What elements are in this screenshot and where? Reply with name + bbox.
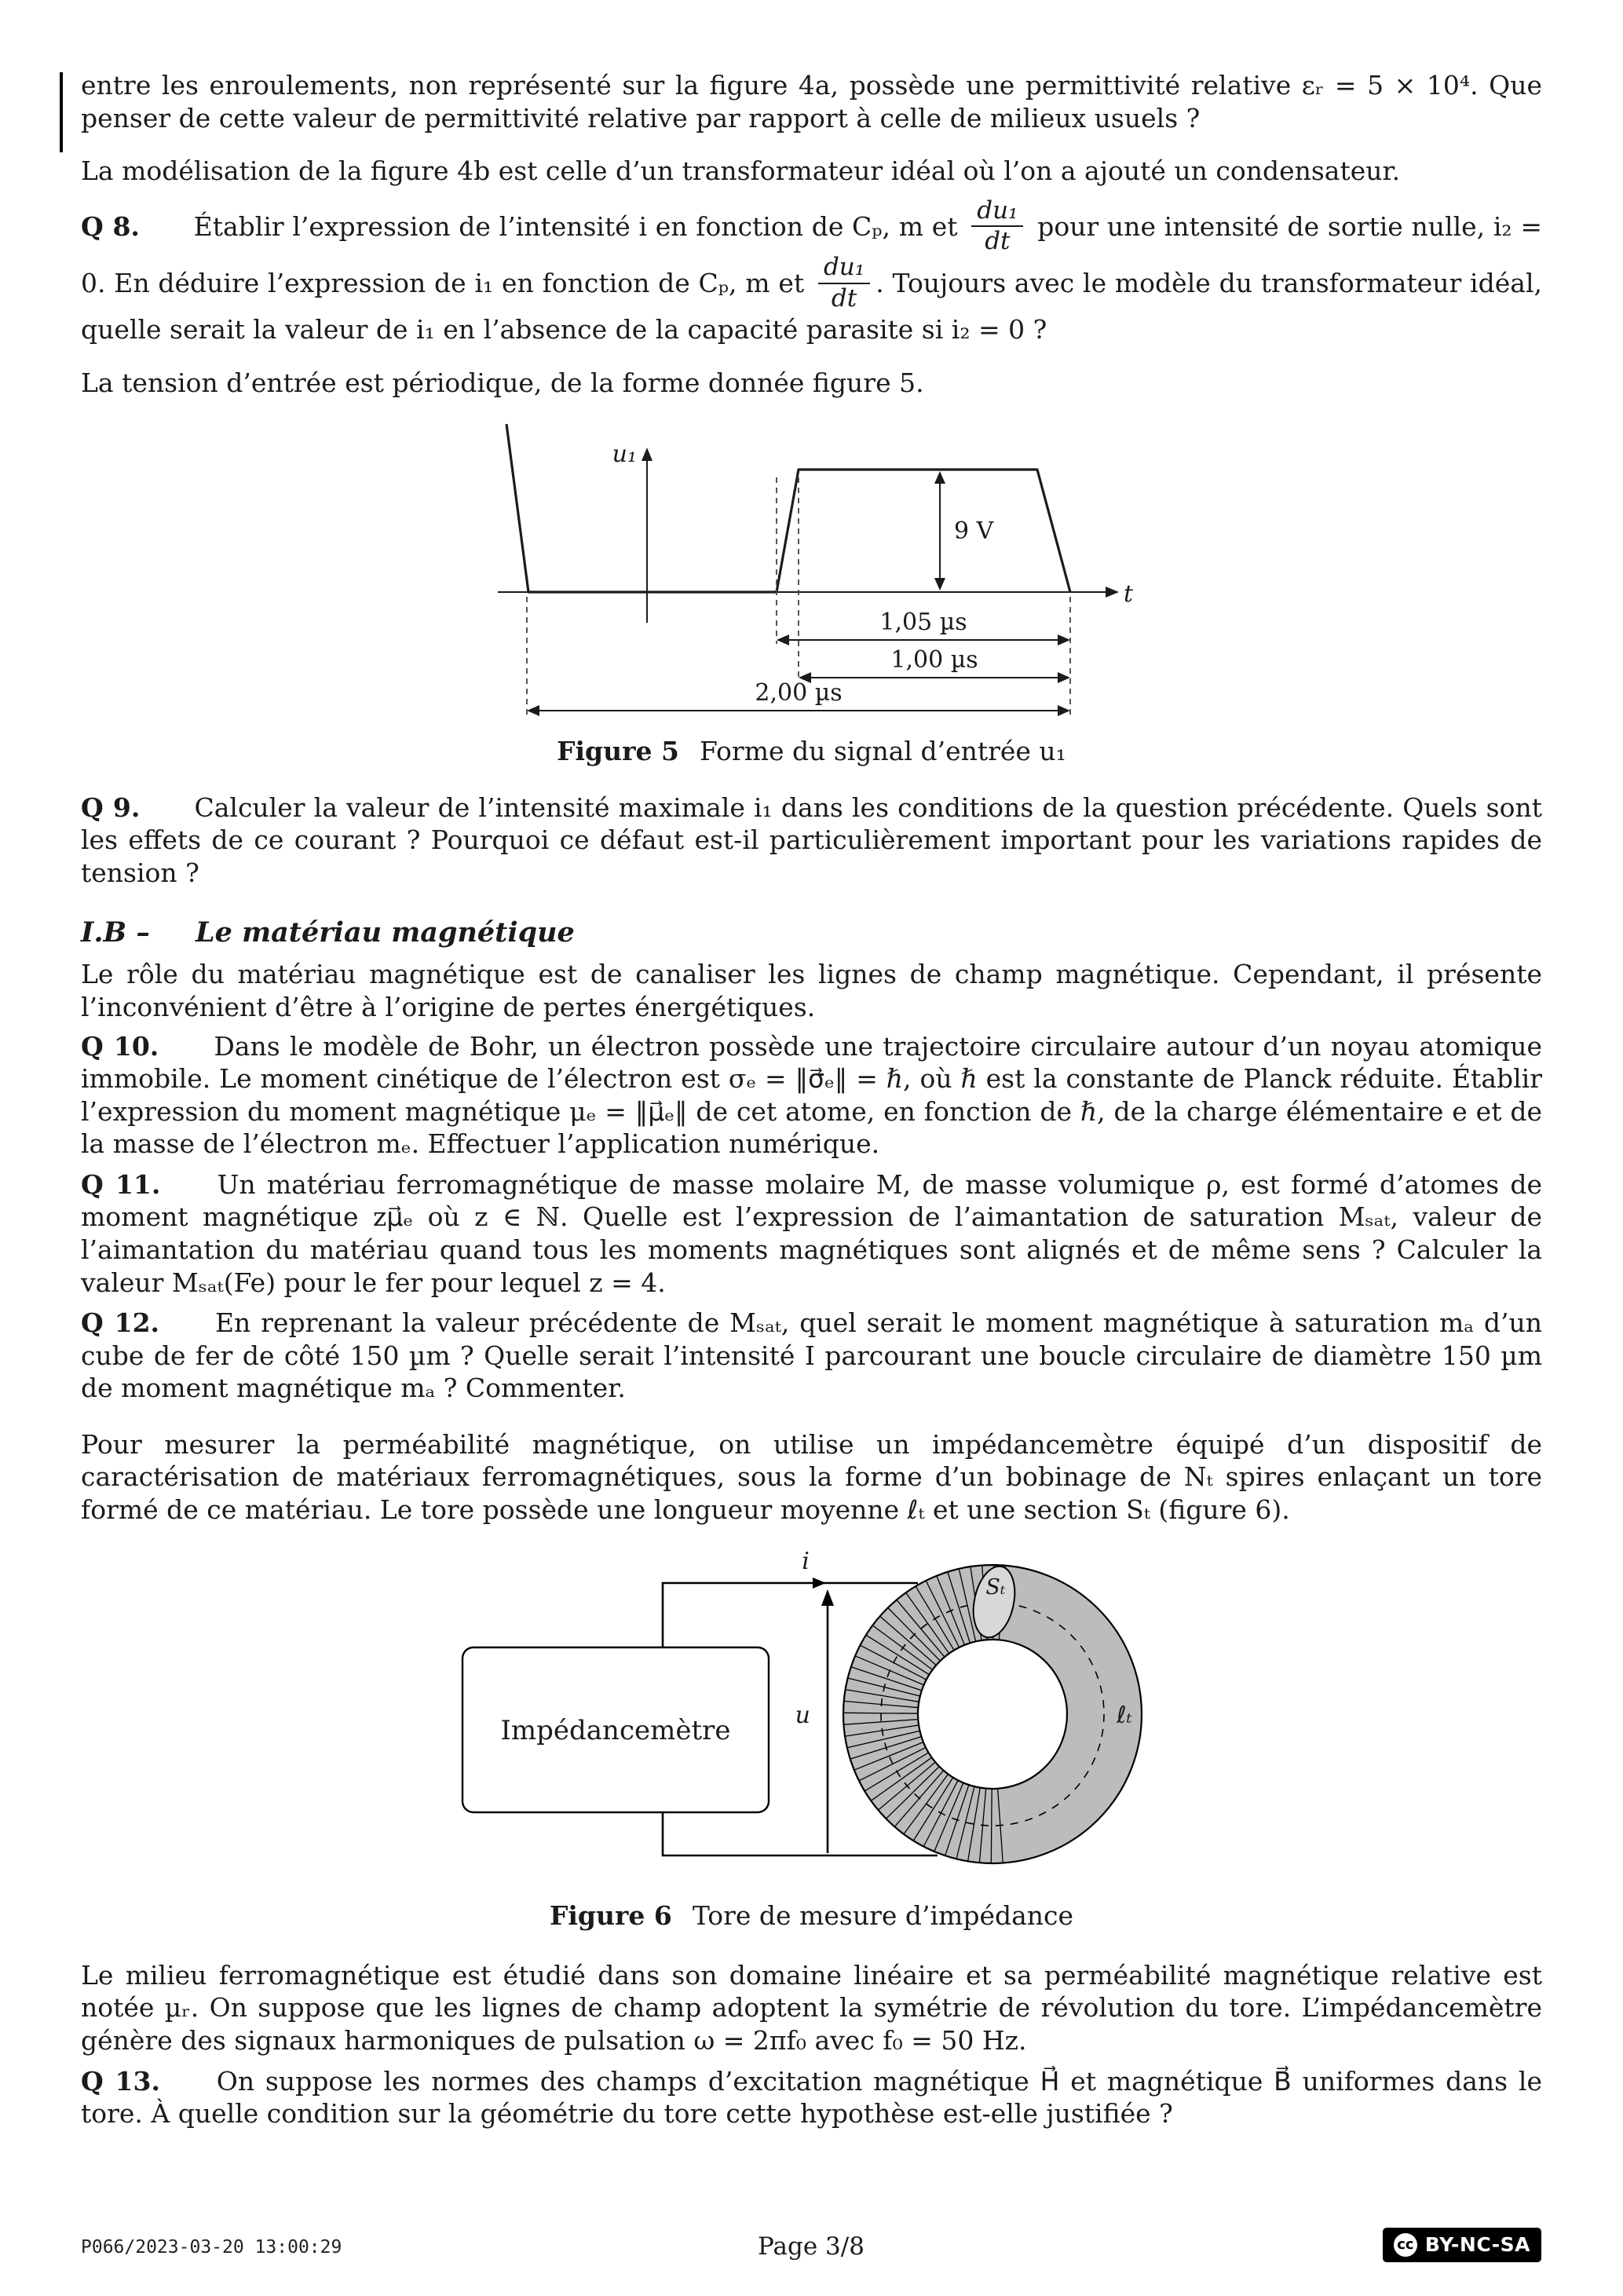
cc-license-text: BY-NC-SA xyxy=(1424,2233,1530,2257)
question-12 xyxy=(81,1307,1542,1405)
paragraph-modelisation: La modélisation de la figure 4b est celle d’un transformateur idéal où l’on a ajouté un condensateur. xyxy=(81,155,1401,187)
torus-inner xyxy=(918,1640,1067,1789)
figure-5 xyxy=(81,415,1542,767)
question-12-text: En reprenant la valeur précédente de Mₛₐₜ, quel serait le moment magnétique à saturation mₐ d’un cube de fer de côté 150 µm ? Quelle serait l’intensité I parcourant une boucle circulaire de diamètre 150 µm de moment magnétique mₐ ? Commenter. xyxy=(81,1307,1542,1404)
question-11-text: Un matériau ferromagnétique de masse molaire M, de masse volumique ρ, est formé d’atomes de moment magnétique zμ⃗ₑ où z ∈ ℕ. Quelle est l’expression de l’aimantation de saturation Mₛₐₜ, valeur de l’aimantation du matériau quand tous les moments magnétiques sont alignés et de même sens ? Calculer la valeur Mₛₐₜ(Fe) pour le fer pour lequel z = 4. xyxy=(81,1168,1542,1298)
waveform-trace xyxy=(506,424,1070,592)
fraction-du1-dt-1: $\frac{\text{du₁}}{dt}$ xyxy=(971,198,1023,254)
amplitude-label: 9 V xyxy=(953,517,993,546)
question-9 xyxy=(81,792,1542,890)
paragraph-tension: La tension d’entrée est périodique, de la forme donnée figure 5. xyxy=(81,367,924,398)
dim-period-label: 2,00 µs xyxy=(754,679,843,707)
figure-6-caption-text: Tore de mesure d’impédance xyxy=(692,1900,1074,1932)
figure-5-caption-label: Figure 5 xyxy=(557,735,679,766)
footer-stamp: P066/2023-03-20 13:00:29 xyxy=(81,2237,342,2258)
dim-pulse-label: 1,05 µs xyxy=(879,609,967,637)
amplitude-arrowhead-top xyxy=(934,471,945,484)
page-number: Page 3/8 xyxy=(758,2232,865,2261)
voltage-arrowhead xyxy=(821,1589,834,1606)
figure-6-caption xyxy=(81,1899,1542,1932)
question-8-text-2: pour une intensité de sortie nulle, i₂ = 0. En déduire l’expression de i₁ en fonction de Cₚ, m et xyxy=(81,210,1542,299)
question-10-label: Q 10. xyxy=(81,1030,159,1062)
section-label: Sₜ xyxy=(985,1574,1006,1600)
fig5-t-axis-arrowhead xyxy=(1106,587,1119,598)
question-10 xyxy=(81,1030,1542,1161)
question-9-label: Q 9. xyxy=(81,792,141,823)
dim-plateau-label: 1,00 µs xyxy=(890,646,978,675)
fig5-t-axis-label: t xyxy=(1123,580,1133,609)
voltage-label: u xyxy=(795,1701,810,1729)
question-11 xyxy=(81,1168,1542,1299)
question-11-label: Q 11. xyxy=(81,1168,161,1200)
question-13-label: Q 13. xyxy=(81,2065,160,2097)
page-content xyxy=(81,69,1542,2130)
question-8 xyxy=(81,196,1542,346)
section-number: I.B – xyxy=(81,916,150,949)
mean-length-label: ℓₜ xyxy=(1116,1701,1132,1729)
figure-6 xyxy=(81,1545,1542,1932)
cc-icon: cc xyxy=(1394,2233,1417,2257)
revision-change-bar xyxy=(60,72,63,152)
question-13 xyxy=(81,2065,1542,2130)
current-label: i xyxy=(801,1547,810,1575)
paragraph-milieu-lineaire: Le milieu ferromagnétique est étudié dans son domaine linéaire et sa perméabilité magnétique relative est notée µᵣ. On suppose que les lignes de champ adoptent la symétrie de révolution du tore. L’impédancemètre génère des signaux harmoniques de pulsation ω = 2πf₀ avec f₀ = 50 Hz. xyxy=(81,1959,1542,2056)
dim-pulse-arrowhead-left xyxy=(777,634,789,645)
figure-6-drawing xyxy=(451,1545,1173,1885)
paragraph-permittivity: entre les enroulements, non représenté sur la figure 4a, possède une permittivité relative εᵣ = 5 × 10⁴. Que penser de cette valeur de permittivité relative par rapport à celle de milieux usuels ? xyxy=(81,70,1542,133)
dim-period-arrowhead-left xyxy=(527,705,539,716)
fig5-u1-axis-arrowhead xyxy=(642,448,652,461)
question-8-text-1: Établir l’expression de l’intensité i en fonction de Cₚ, m et xyxy=(193,210,958,242)
question-8-text-3: . Toujours avec le modèle du transformateur idéal, quelle serait la valeur de i₁ en l’absence de la capacité parasite si i₂ = 0 ? xyxy=(81,268,1542,345)
paragraph-role-materiau: Le rôle du matériau magnétique est de canaliser les lignes de champ magnétique. Cependant, il présente l’inconvénient d’être à l’origine de pertes énergétiques. xyxy=(81,959,1542,1022)
amplitude-arrowhead-bottom xyxy=(934,578,945,590)
figure-5-drawing xyxy=(486,415,1138,719)
fig5-u1-axis-label: u₁ xyxy=(612,441,637,469)
current-arrowhead xyxy=(813,1578,826,1589)
fraction-du1-dt-2: $\frac{\text{du₁}}{dt}$ xyxy=(818,254,870,311)
question-8-label: Q 8. xyxy=(81,210,140,242)
paragraph-mesure-permeabilite: Pour mesurer la perméabilité magnétique, on utilise un impédancemètre équipé d’un dispositif de caractérisation de matériaux ferromagnétiques, sous la forme d’un bobinage de Nₜ spires enlaçant un tore formé de ce matériau. Le tore possède une longueur moyenne ℓₜ et une section Sₜ (figure 6). xyxy=(81,1428,1542,1526)
figure-5-caption xyxy=(81,735,1542,768)
section-title: Le matériau magnétique xyxy=(196,916,575,949)
dim-plateau-arrowhead-right xyxy=(1058,672,1070,683)
question-12-label: Q 12. xyxy=(81,1307,160,1339)
dim-period-arrowhead-right xyxy=(1058,705,1070,716)
section-heading-IB xyxy=(81,916,1542,950)
figure-5-caption-text: Forme du signal d’entrée u₁ xyxy=(699,735,1066,766)
cc-license-badge xyxy=(1383,2228,1541,2262)
page-footer xyxy=(81,2225,1541,2264)
dim-pulse-arrowhead-right xyxy=(1058,634,1070,645)
question-9-text: Calculer la valeur de l’intensité maximale i₁ dans les conditions de la question précédente. Quels sont les effets de ce courant ? Pourquoi ce défaut est-il particulièrement important pour les variations rapides de tension ? xyxy=(81,792,1542,888)
question-13-text: On suppose les normes des champs d’excitation magnétique H⃗ et magnétique B⃗ uniformes dans le tore. À quelle condition sur la géométrie du tore cette hypothèse est-elle justifiée ? xyxy=(81,2065,1542,2130)
question-10-text: Dans le modèle de Bohr, un électron possède une trajectoire circulaire autour d’un noyau atomique immobile. Le moment cinétique de l’électron est σₑ = ‖σ⃗ₑ‖ = ℏ, où ℏ est la constante de Planck réduite. Établir l’expression du moment magnétique μₑ = ‖μ⃗ₑ‖ de cet atome, en fonction de ℏ, de la charge élémentaire e et de la masse de l’électron mₑ. Effectuer l’application numérique. xyxy=(81,1030,1542,1160)
impedance-meter-label: Impédancemètre xyxy=(499,1714,731,1746)
figure-6-caption-label: Figure 6 xyxy=(549,1900,672,1932)
